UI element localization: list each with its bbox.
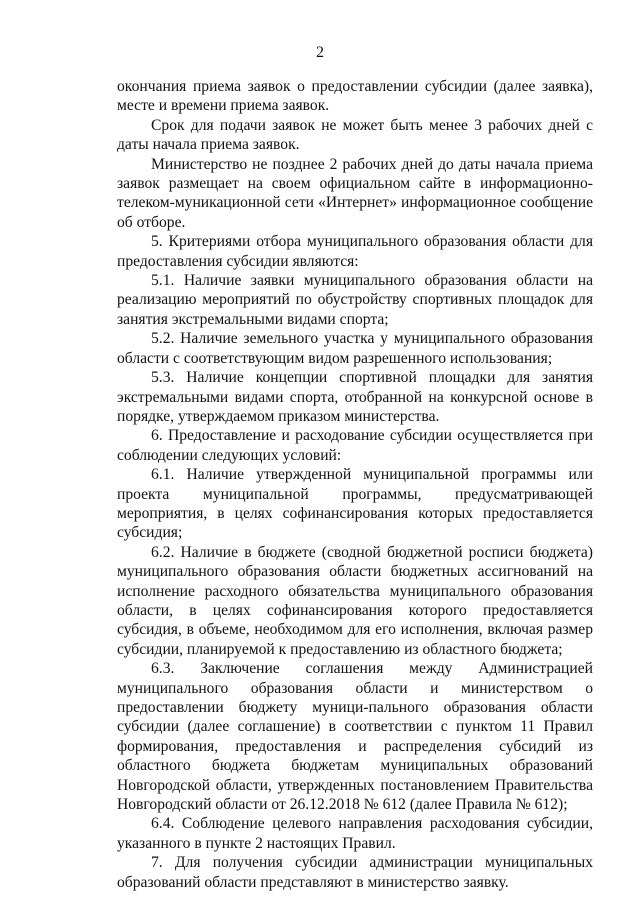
paragraph: 5.3. Наличие концепции спортивной площадки для занятия экстремальными видами спорта, отобранной на конкурсной основе в порядке, утверждаемом приказом министерства.	[117, 369, 593, 425]
paragraph: 6. Предоставление и расходование субсидии осуществляется при соблюдении следующих условий:	[117, 427, 593, 464]
paragraph: 5.2. Наличие земельного участка у муниципального образования области с соответствующим видом разрешенного использования;	[117, 330, 593, 367]
document-body	[117, 77, 593, 892]
paragraph: 6.1. Наличие утвержденной муниципальной программы или проекта муниципальной программы, предусматривающей мероприятия, в целях софинансирования которых предоставляется субсидия;	[117, 466, 593, 542]
paragraph: 6.3. Заключение соглашения между Администрацией муниципального образования области и министерством о предоставлении бюджету муници-пального образования области субсидии (далее соглашение) в соответствии с пунктом 11 Правил формирования, предоставления и распределения субсидий из областного бюджета бюджетам муниципальных образований Новгородской области, утвержденных постановлением Правительства Новгородский области от 26.12.2018 № 612 (далее Правила № 612);	[117, 660, 593, 814]
paragraph: 5.1. Наличие заявки муниципального образования области на реализацию мероприятий по обустройству спортивных площадок для занятия экстремальными видами спорта;	[117, 272, 593, 328]
page-number: 2	[316, 44, 324, 61]
paragraph: 5. Критериями отбора муниципального образования области для предоставления субсидии являются:	[117, 233, 593, 270]
paragraph: 6.4. Соблюдение целевого направления расходования субсидии, указанного в пункте 2 настоящих Правил.	[117, 815, 593, 852]
paragraph: окончания приема заявок о предоставлении субсидии (далее заявка), месте и времени приема заявок.	[117, 78, 593, 115]
paragraph: 7. Для получения субсидии администрации муниципальных образований области представляют в министерство заявку.	[117, 854, 593, 891]
paragraph: Срок для подачи заявок не может быть менее 3 рабочих дней с даты начала приема заявок.	[117, 116, 593, 154]
paragraph: Министерство не позднее 2 рабочих дней до даты начала приема заявок размещает на своем официальном сайте в информационно-телеком-муникационной сети «Интернет» информационное сообщение об отборе.	[117, 155, 593, 231]
paragraph: 6.2. Наличие в бюджете (сводной бюджетной росписи бюджета) муниципального образования области бюджетных ассигнований на исполнение расходного обязательства муниципального образования области, в целях софинансирования которого предоставляется субсидия, в объеме, необходимом для его исполнения, включая размер субсидии, планируемой к предоставлению из областного бюджета;	[117, 543, 593, 658]
